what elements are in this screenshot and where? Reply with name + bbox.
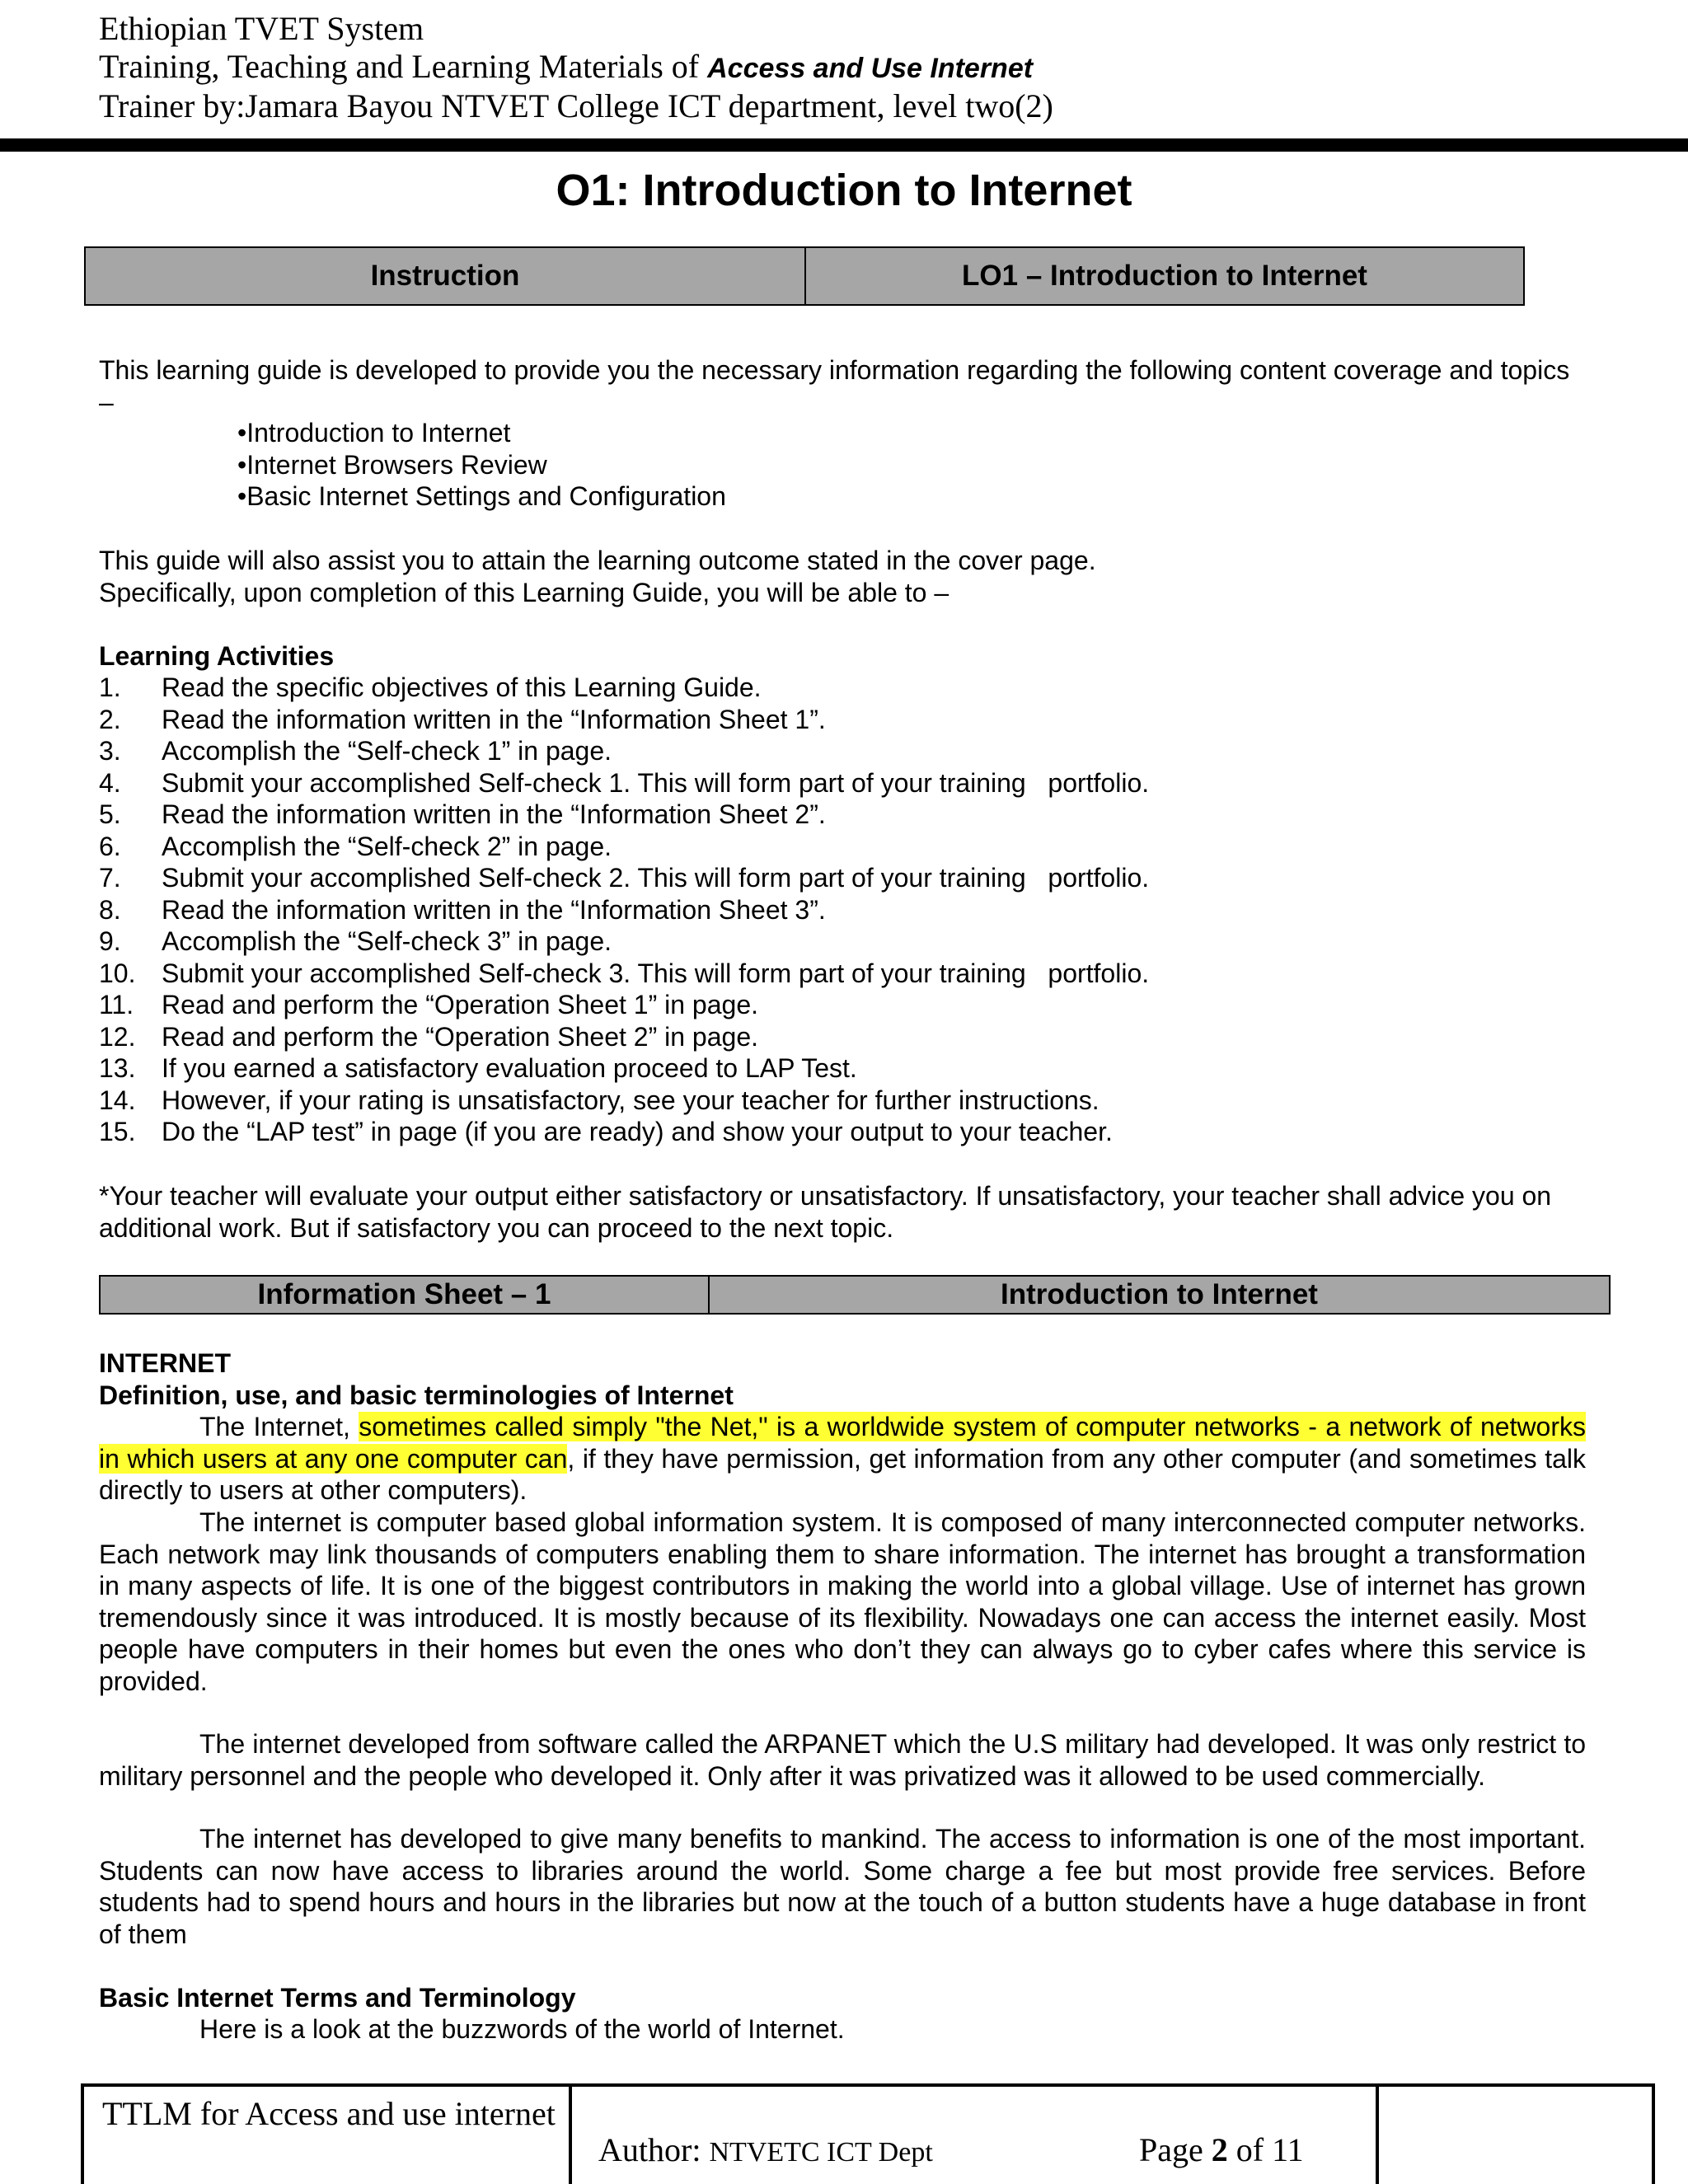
topic-item: • Introduction to Internet — [237, 417, 726, 449]
activity-text: Submit your accomplished Self-check 1. This will form part of your training portfolio. — [162, 767, 1150, 798]
footer-page-prefix: Page — [1139, 2131, 1212, 2168]
activity-item — [99, 767, 1149, 799]
activity-item — [99, 735, 1149, 767]
activity-number: 3. — [99, 736, 121, 766]
guide-line-1: This guide will also assist you to attain the learning outcome stated in the cover page. — [99, 546, 1096, 575]
footer-author-label: Author: — [598, 2131, 710, 2168]
highlighted-text: sometimes called simply "the Net," is a worldwide system of computer networks - a network of networks in which users at any one computer can — [99, 1412, 1587, 1474]
activity-item — [99, 1021, 1149, 1053]
paragraph-global-system-text: The internet is computer based global information system. It is composed of many interconnected computer networks. Each network may link thousands of computers enabling them to share information. The internet has brought a transformation in many aspects of life. It is one of the biggest contributors in making the world into a global village. Use of internet has grown tremendously since it was introduced. It is mostly because of its flexibility. Nowadays one can access the internet easily. Most people have computers in their homes but even the ones who don’t they can always go to cyber cafes where this service is provided. — [99, 1507, 1586, 1696]
activity-number: 14. — [99, 1085, 136, 1115]
terms-intro-text: Here is a look at the buzzwords of the world of Internet. — [199, 2014, 845, 2044]
footer-page-current: 2 — [1211, 2131, 1228, 2168]
activity-text: Submit your accomplished Self-check 2. This will form part of your training portfolio. — [162, 863, 1150, 893]
instruction-bar-left: Instruction — [370, 259, 520, 292]
definition-heading: Definition, use, and basic terminologies of Internet — [99, 1380, 734, 1410]
activity-text: Read the information written in the “Information Sheet 1”. — [162, 704, 826, 734]
activity-text: If you earned a satisfactory evaluation proceed to LAP Test. — [162, 1053, 857, 1083]
paragraph-benefits — [99, 1823, 1586, 1950]
instruction-bar-right: LO1 – Introduction to Internet — [804, 248, 1523, 304]
topic-list — [237, 417, 726, 513]
activity-item — [99, 831, 1149, 863]
footer-page-suffix: of 11 — [1227, 2131, 1304, 2168]
page-footer — [81, 2083, 1655, 2184]
activity-text: However, if your rating is unsatisfactory, see your teacher for further instructions. — [162, 1085, 1100, 1115]
paragraph-benefits-text: The internet has developed to give many benefits to mankind. The access to information is one of the most important. Students can now have access to libraries around the world. Some charge a fee but most provide free services. Before students had to spend hours and hours in the libraries but now at the touch of a button students have a huge database in front of them — [99, 1824, 1586, 1949]
activity-item — [99, 672, 1149, 704]
activity-text: Read and perform the “Operation Sheet 2” in page. — [162, 1021, 758, 1052]
header-materials-prefix: Training, Teaching and Learning Materials of — [99, 48, 708, 85]
activity-item — [99, 704, 1149, 736]
activity-text: Read the information written in the “Information Sheet 2”. — [162, 799, 826, 829]
footer-page-number — [1139, 2131, 1304, 2168]
header-course-name: Access and Use Internet — [707, 53, 1034, 84]
information-sheet-bar-left: Information Sheet – 1 — [257, 1277, 551, 1310]
topic-item: • Internet Browsers Review — [237, 449, 726, 481]
activity-number: 10. — [99, 958, 136, 988]
footer-author-name: NTVETC ICT Dept — [709, 2137, 933, 2168]
paragraph-arpanet — [99, 1728, 1586, 1792]
paragraph-global-system — [99, 1507, 1586, 1697]
activity-number: 12. — [99, 1021, 136, 1052]
learning-activities-heading: Learning Activities — [99, 641, 335, 671]
activity-number: 5. — [99, 799, 121, 829]
intro-text: This learning guide is developed to provide you the necessary information regarding the following content coverage and topics – — [99, 355, 1570, 417]
activity-item — [99, 958, 1149, 990]
activity-item — [99, 1085, 1149, 1117]
header-divider — [0, 138, 1688, 152]
activity-number: 2. — [99, 704, 121, 734]
activity-item — [99, 894, 1149, 926]
footer-author-cell — [572, 2087, 1379, 2184]
footer-empty-cell — [1379, 2087, 1652, 2184]
teacher-note: *Your teacher will evaluate your output either satisfactory or unsatisfactory. If unsatisfactory, your teacher shall advice you on additional work. But if satisfactory you can proceed to the next topic. — [99, 1181, 1552, 1243]
activity-text: Accomplish the “Self-check 3” in page. — [162, 926, 612, 956]
activity-number: 13. — [99, 1053, 136, 1083]
activity-item — [99, 1052, 1149, 1085]
information-sheet-bar — [99, 1275, 1611, 1315]
header-line-materials — [99, 48, 1053, 87]
activity-number: 1. — [99, 673, 121, 702]
page-title: O1: Introduction to Internet — [556, 166, 1132, 215]
activity-text: Accomplish the “Self-check 2” in page. — [162, 831, 612, 861]
document-header — [99, 10, 1053, 125]
guide-text — [99, 545, 1586, 608]
activity-number: 15. — [99, 1117, 136, 1146]
activity-number: 6. — [99, 831, 121, 861]
activity-text: Read and perform the “Operation Sheet 1” in page. — [162, 990, 758, 1019]
activity-item — [99, 1116, 1149, 1148]
internet-heading: INTERNET — [99, 1348, 231, 1378]
topic-item: • Basic Internet Settings and Configuration — [237, 480, 726, 513]
paragraph-definition-end: , if they have permission, get information from any other computer (and sometimes talk directly to users at other computers). — [99, 1443, 1587, 1505]
activity-number: 8. — [99, 894, 121, 925]
footer-author — [598, 2131, 933, 2169]
activity-item — [99, 926, 1149, 958]
activity-number: 4. — [99, 767, 121, 798]
activity-number: 7. — [99, 863, 121, 893]
activity-number: 9. — [99, 926, 121, 956]
paragraph-definition-start: The Internet, — [199, 1412, 359, 1441]
learning-activities-list — [99, 672, 1149, 1148]
footer-ttlm: TTLM for Access and use internet — [84, 2087, 572, 2184]
activity-text: Accomplish the “Self-check 1” in page. — [162, 736, 612, 766]
terms-heading: Basic Internet Terms and Terminology — [99, 1983, 576, 2013]
activity-item — [99, 799, 1149, 831]
paragraph-arpanet-text: The internet developed from software called the ARPANET which the U.S military had developed. It was only restrict to military personnel and the people who developed it. Only after it was privatized was it allowed to be used commercially. — [99, 1729, 1586, 1791]
activity-text: Submit your accomplished Self-check 3. This will form part of your training portfolio. — [162, 958, 1150, 988]
information-sheet-bar-right: Introduction to Internet — [708, 1277, 1609, 1313]
instruction-bar — [84, 246, 1525, 306]
header-line-trainer: Trainer by:Jamara Bayou NTVET College ICT department, level two(2) — [99, 87, 1053, 124]
activity-text: Read the specific objectives of this Learning Guide. — [162, 673, 762, 702]
activity-item — [99, 989, 1149, 1021]
guide-line-2: Specifically, upon completion of this Learning Guide, you will be able to – — [99, 577, 950, 607]
terms-intro — [99, 2013, 1586, 2046]
activity-number: 11. — [99, 990, 134, 1019]
activity-text: Do the “LAP test” in page (if you are ready) and show your output to your teacher. — [162, 1117, 1113, 1146]
activity-item — [99, 862, 1149, 894]
paragraph-definition — [99, 1411, 1586, 1507]
activity-text: Read the information written in the “Information Sheet 3”. — [162, 894, 826, 925]
header-line-system: Ethiopian TVET System — [99, 10, 424, 47]
